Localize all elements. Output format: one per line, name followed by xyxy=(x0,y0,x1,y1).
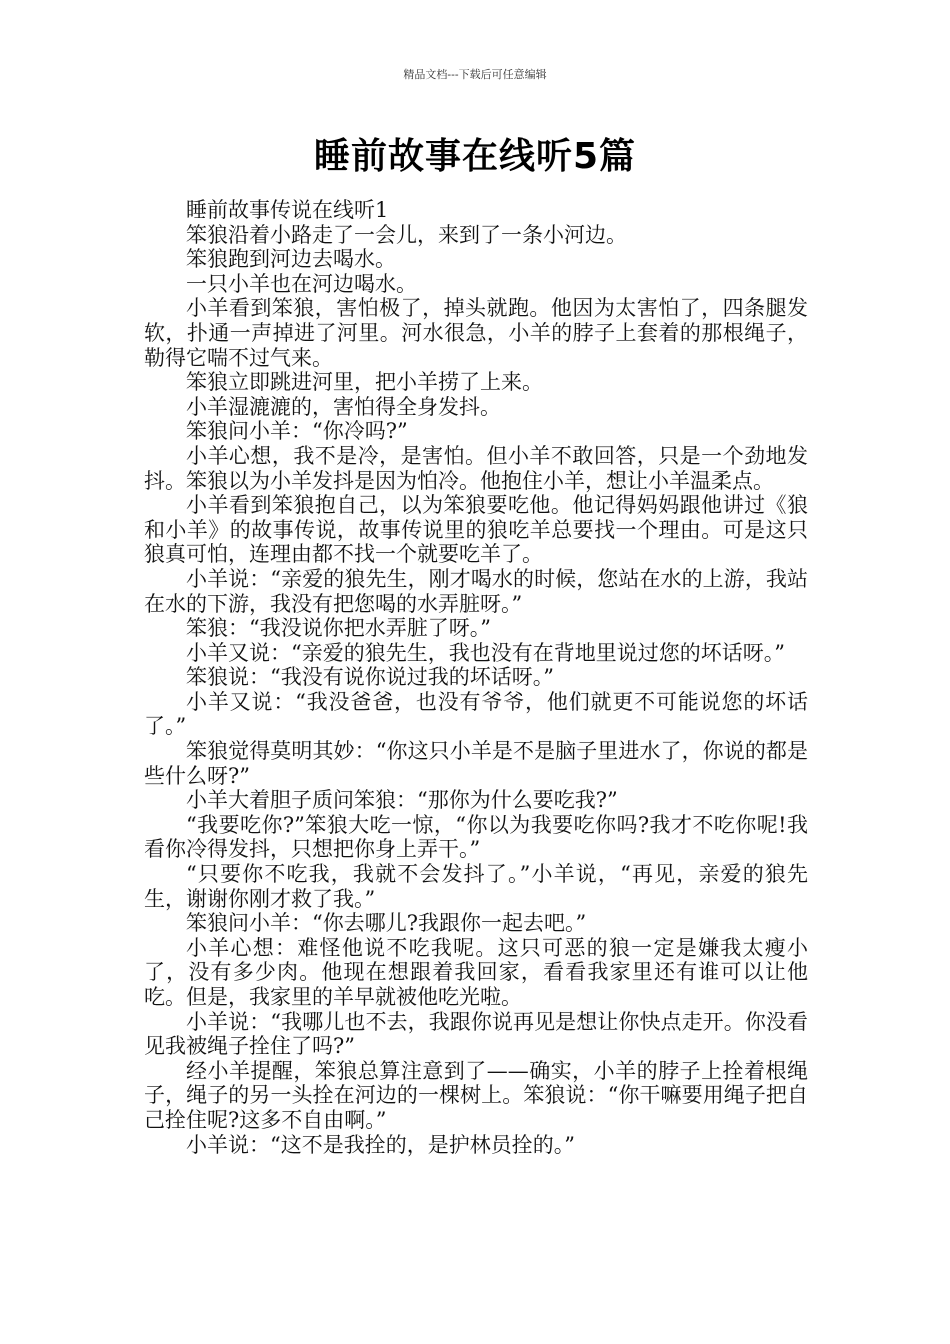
paragraph: 经小羊提醒，笨狼总算注意到了——确实，小羊的脖子上拴着根绳子，绳子的另一头拴在河边的一棵树上。笨狼说：“你干嘛要用绳子把自己拴住呢?这多不自由啊。” xyxy=(144,1058,808,1132)
page-header: 精品文档---下载后可任意编辑 xyxy=(403,68,547,81)
paragraph: “只要你不吃我，我就不会发抖了。”小羊说，“再见，亲爱的狼先生，谢谢你刚才救了我。” xyxy=(144,862,808,911)
paragraph: 笨狼跑到河边去喝水。 xyxy=(186,247,396,272)
paragraph: 小羊心想：难怪他说不吃我呢。这只可恶的狼一定是嫌我太瘦小了，没有多少肉。他现在想跟着我回家，看看我家里还有谁可以让他吃。但是，我家里的羊早就被他吃光啦。 xyxy=(144,935,808,1009)
paragraph: “我要吃你?”笨狼大吃一惊，“你以为我要吃你吗?我才不吃你呢!我看你冷得发抖，只想把你身上弄干。” xyxy=(144,812,808,862)
paragraph: 小羊说：“亲爱的狼先生，刚才喝水的时候，您站在水的上游，我站在水的下游，我没有把您喝的水弄脏呀。” xyxy=(144,566,808,616)
document-title: 睡前故事在线听5篇 xyxy=(313,136,637,177)
paragraph: 小羊湿漉漉的，害怕得全身发抖。 xyxy=(186,394,501,419)
paragraph: 笨狼：“我没说你把水弄脏了呀。” xyxy=(186,616,491,641)
document-body xyxy=(144,198,808,1157)
paragraph: 笨狼说：“我没有说你说过我的坏话呀。” xyxy=(186,665,554,690)
paragraph: 睡前故事传说在线听1 xyxy=(186,198,389,222)
paragraph: 小羊说：“这不是我拴的，是护林员拴的。” xyxy=(186,1132,575,1157)
paragraph: 笨狼问小羊：“你冷吗?” xyxy=(186,419,408,444)
paragraph: 一只小羊也在河边喝水。 xyxy=(186,271,417,296)
paragraph: 小羊看到笨狼抱自己，以为笨狼要吃他。他记得妈妈跟他讲过《狼和小羊》的故事传说，故事传说里的狼吃羊总要找一个理由。可是这只狼真可怕，连理由都不找一个就要吃羊了。 xyxy=(144,493,808,567)
paragraph: 笨狼立即跳进河里，把小羊捞了上来。 xyxy=(186,370,543,395)
paragraph: 小羊看到笨狼，害怕极了，掉头就跑。他因为太害怕了，四条腿发软，扑通一声掉进了河里。河水很急，小羊的脖子上套着的那根绳子，勒得它喘不过气来。 xyxy=(144,296,808,370)
paragraph: 笨狼觉得莫明其妙：“你这只小羊是不是脑子里进水了，你说的都是些什么呀?” xyxy=(144,739,808,788)
paragraph: 笨狼沿着小路走了一会儿，来到了一条小河边。 xyxy=(186,222,627,247)
paragraph: 小羊又说：“亲爱的狼先生，我也没有在背地里说过您的坏话呀。” xyxy=(186,640,785,665)
paragraph: 小羊说：“我哪儿也不去，我跟你说再见是想让你快点走开。你没看见我被绳子拴住了吗?” xyxy=(144,1009,808,1059)
paragraph: 小羊又说：“我没爸爸，也没有爷爷，他们就更不可能说您的坏话了。” xyxy=(144,689,808,739)
paragraph: 小羊心想，我不是冷，是害怕。但小羊不敢回答，只是一个劲地发抖。笨狼以为小羊发抖是因为怕冷。他抱住小羊，想让小羊温柔点。 xyxy=(144,443,808,493)
paragraph: 笨狼问小羊：“你去哪儿?我跟你一起去吧。” xyxy=(186,911,587,936)
paragraph: 小羊大着胆子质问笨狼：“那你为什么要吃我?” xyxy=(186,788,618,813)
